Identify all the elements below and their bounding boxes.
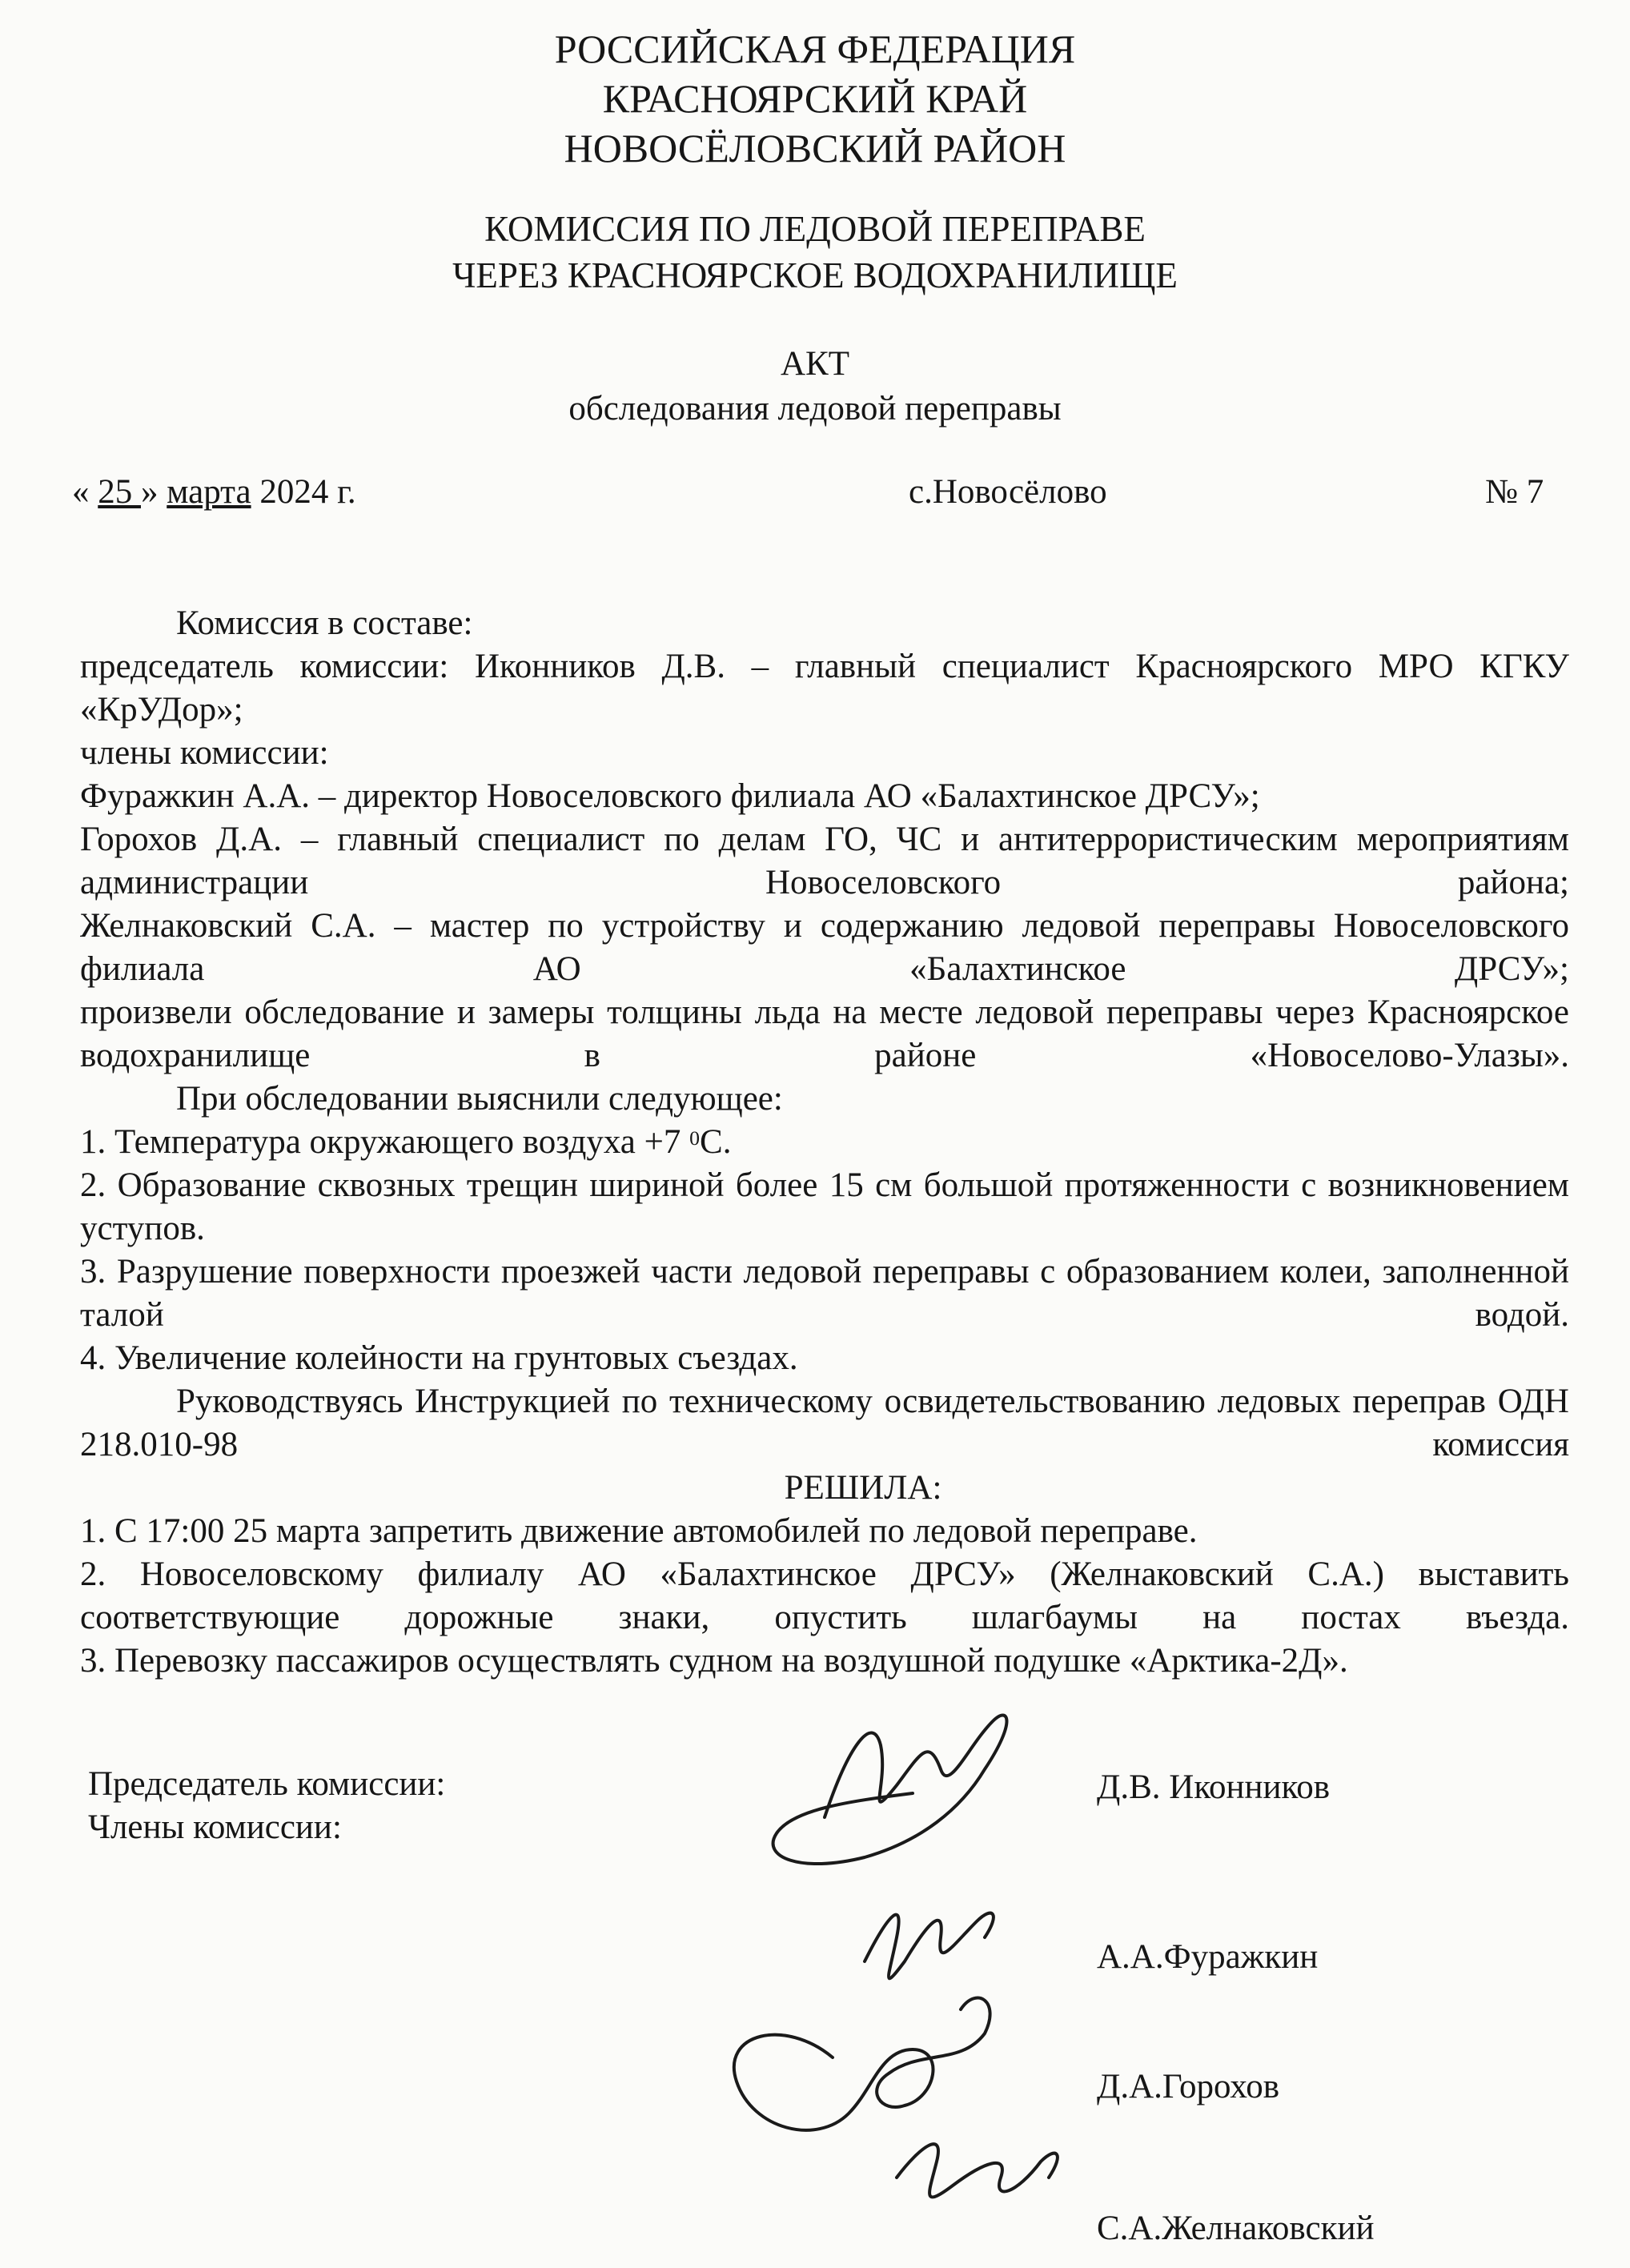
members-label: члены комиссии: xyxy=(80,734,329,772)
finding-cracks: 2. Образование сквозных трещин шириной более 15 см большой протяженности с возникновением уступов. xyxy=(80,1166,1569,1247)
member-gorokhov: Горохов Д.А. – главный специалист по делам ГО, ЧС и антитеррористическим мероприятиям администрации Новоселовского района; xyxy=(80,821,1569,901)
finding-temperature: 1. Температура окружающего воздуха +7 $^0$С. xyxy=(80,1123,732,1161)
signer-ikonnikov: Д.В. Иконников xyxy=(1097,1768,1331,1806)
signature-furazhkin xyxy=(865,1913,994,1979)
decided-heading: РЕШИЛА: xyxy=(784,1469,942,1507)
header-district: НОВОСЁЛОВСКИЙ РАЙОН xyxy=(564,126,1066,171)
act-date: « 25 » марта 2024 г. xyxy=(72,473,356,511)
signature-zhelnakovsky xyxy=(897,2144,1058,2197)
decision-ban: 1. С 17:00 25 марта запретить движение автомобилей по ледовой переправе. xyxy=(80,1512,1198,1550)
signer-gorokhov: Д.А.Горохов xyxy=(1097,2068,1280,2105)
header-region: КРАСНОЯРСКИЙ КРАЙ xyxy=(602,76,1028,121)
decision-hovercraft: 3. Перевозку пассажиров осуществлять судном на воздушной подушке «Арктика-2Д». xyxy=(80,1642,1348,1680)
composition-intro: Комиссия в составе: xyxy=(176,604,473,642)
act-place: с.Новосёлово xyxy=(909,473,1107,511)
act-title: АКТ xyxy=(781,345,849,383)
finding-ruts: 4. Увеличение колейности на грунтовых съездах. xyxy=(80,1339,798,1377)
act-subtitle: обследования ледовой переправы xyxy=(568,390,1062,428)
header-country: РОССИЙСКАЯ ФЕДЕРАЦИЯ xyxy=(554,26,1076,71)
signature-gorokhov xyxy=(734,1998,990,2130)
chairman-signature-label: Председатель комиссии: xyxy=(88,1765,446,1803)
commission-title-line2: ЧЕРЕЗ КРАСНОЯРСКОЕ ВОДОХРАНИЛИЩЕ xyxy=(452,255,1178,295)
members-signature-label: Члены комиссии: xyxy=(88,1808,342,1846)
chairman-line: председатель комиссии: Иконников Д.В. – главный специалист Красноярского МРО КГКУ «КрУДор»; xyxy=(80,648,1569,729)
signer-furazhkin: А.А.Фуражкин xyxy=(1097,1938,1319,1976)
guidance-statement: Руководствуясь Инструкцией по техническому освидетельствованию ледовых переправ ОДН 218.010-98 комиссия xyxy=(80,1383,1569,1463)
signature-ikonnikov xyxy=(773,1716,1007,1865)
finding-surface: 3. Разрушение поверхности проезжей части ледовой переправы с образованием колеи, заполненной талой водой. xyxy=(80,1253,1569,1334)
decision-signs: 2. Новоселовскому филиалу АО «Балахтинское ДРСУ» (Желнаковский С.А.) выставить соответствующие дорожные знаки, опустить шлагбаумы на постах въезда. xyxy=(80,1555,1569,1636)
commission-title-line1: КОМИССИЯ ПО ЛЕДОВОЙ ПЕРЕПРАВЕ xyxy=(484,209,1146,249)
survey-statement: произвели обследование и замеры толщины льда на месте ледовой переправы через Красноярское водохранилище в районе «Новоселово-Улазы». xyxy=(80,994,1569,1074)
act-number: № 7 xyxy=(1485,473,1544,511)
member-furazhkin: Фуражкин А.А. – директор Новоселовского филиала АО «Балахтинское ДРСУ»; xyxy=(80,777,1260,815)
member-zhelnakovsky: Желнаковский С.А. – мастер по устройству и содержанию ледовой переправы Новоселовского филиала АО «Балахтинское ДРСУ»; xyxy=(80,907,1569,988)
signer-zhelnakovsky: С.А.Желнаковский xyxy=(1097,2210,1375,2247)
findings-intro: При обследовании выяснили следующее: xyxy=(176,1080,783,1118)
